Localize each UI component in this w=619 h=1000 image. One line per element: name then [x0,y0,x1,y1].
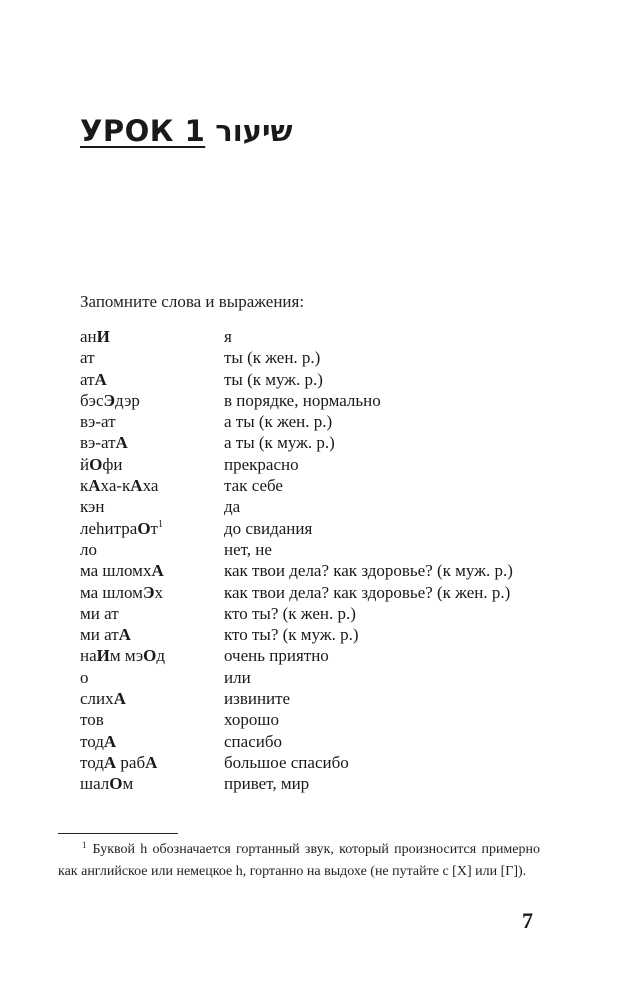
transliteration-part: тод [80,752,104,772]
transliteration [80,773,224,794]
transliteration [80,752,224,773]
translation: ты (к жен. р.) [224,348,321,368]
transliteration-part: кэн [80,497,105,517]
translation: нет, не [224,539,272,559]
vocabulary-row [80,709,560,730]
transliteration [80,496,224,517]
transliteration [80,369,224,390]
stressed-vowel: Э [142,582,155,602]
vocabulary-row [80,454,560,475]
vocabulary-row [80,731,560,752]
translation: а ты (к жен. р.) [224,412,333,432]
transliteration-part: ма шлом [80,582,143,602]
vocabulary-row [80,432,560,453]
stressed-vowel: А [103,752,117,772]
vocabulary-row [80,752,560,773]
transliteration-part: на [80,646,97,666]
transliteration-part: м [122,774,134,794]
transliteration [80,539,224,560]
translation: очень приятно [224,646,329,666]
transliteration-part: о [80,667,89,687]
transliteration-part: ми ат [80,603,119,623]
lesson-title-russian: УРОК 1 [80,114,206,148]
transliteration-part: й [80,454,90,474]
transliteration-part: т [150,518,158,538]
transliteration [80,688,224,709]
stressed-vowel: О [143,646,157,666]
transliteration [80,731,224,752]
transliteration-part: ан [80,327,97,346]
transliteration-part: ат [80,369,95,389]
footnote-divider [58,833,178,834]
lesson-title-hebrew: שיעור [215,114,293,148]
translation: да [224,497,241,517]
transliteration-part: к [80,476,89,496]
stressed-vowel: И [96,327,110,346]
stressed-vowel: А [103,731,117,751]
translation: я [224,327,232,346]
transliteration-part: тов [80,710,104,730]
stressed-vowel: А [130,476,143,496]
translation: кто ты? (к муж. р.) [224,625,359,645]
transliteration [80,390,224,411]
page-number: 7 [522,908,533,933]
transliteration-part: леhитра [80,518,138,538]
translation: до свидания [224,518,313,538]
transliteration-part: м мэ [109,646,144,666]
stressed-vowel: А [118,625,131,645]
vocabulary-row [80,347,560,368]
vocabulary-row [80,667,560,688]
translation: прекрасно [224,454,299,474]
translation: спасибо [224,731,282,751]
vocabulary-row [80,475,560,496]
stressed-vowel: А [88,476,101,496]
transliteration-part: ло [80,539,97,559]
footnote [58,839,540,882]
transliteration-part: ха-к [100,476,131,496]
transliteration [80,582,224,603]
stressed-vowel: О [137,518,151,538]
translation: привет, мир [224,774,310,794]
transliteration-part: ха [142,476,159,496]
translation: ты (к муж. р.) [224,369,323,389]
transliteration [80,411,224,432]
transliteration [80,518,224,539]
vocabulary-list [80,326,560,795]
transliteration-part: фи [102,454,123,474]
translation: хорошо [224,710,279,730]
vocabulary-row [80,688,560,709]
transliteration-part: ат [80,348,95,368]
vocabulary-row [80,582,560,603]
transliteration [80,603,224,624]
translation: в порядке, нормально [224,390,381,410]
stressed-vowel: О [109,774,123,794]
transliteration-part: вэ-ат [80,433,116,453]
translation: как твои дела? как здоровье? (к муж. р.) [224,561,513,581]
translation: а ты (к муж. р.) [224,433,335,453]
transliteration [80,624,224,645]
translation: кто ты? (к жен. р.) [224,603,356,623]
footnote-text: Буквой h обозначается гортанный звук, который произносится примерно как английское или немецкое h, гортанно на выдохе (не путайте с [Х] или [Г]). [58,842,540,879]
transliteration-part: бэс [80,390,104,410]
translation: как твои дела? как здоровье? (к жен. р.) [224,582,511,602]
transliteration-part: ма шломх [80,561,152,581]
stressed-vowel: О [89,454,103,474]
transliteration [80,475,224,496]
transliteration-part: дэр [115,390,140,410]
transliteration [80,347,224,368]
vocabulary-row [80,496,560,517]
transliteration [80,454,224,475]
transliteration-part: х [154,582,163,602]
vocabulary-row [80,624,560,645]
lesson-title [80,114,293,148]
stressed-vowel: А [94,369,107,389]
vocabulary-row [80,518,560,539]
vocabulary-row [80,603,560,624]
transliteration-part: слих [80,689,114,709]
stressed-vowel: А [151,561,164,581]
translation: большое спасибо [224,752,349,772]
translation: или [224,667,251,687]
vocabulary-row [80,539,560,560]
vocabulary-row [80,773,560,794]
transliteration [80,667,224,688]
stressed-vowel: А [145,752,158,772]
transliteration [80,560,224,581]
vocabulary-intro: Запомните слова и выражения: [80,292,305,311]
stressed-vowel: А [113,689,126,709]
vocabulary-row [80,326,560,347]
vocabulary-row [80,369,560,390]
transliteration [80,432,224,453]
translation: извините [224,689,291,709]
vocabulary-row [80,560,560,581]
vocabulary-row [80,390,560,411]
transliteration [80,326,224,347]
transliteration-part: тод [80,731,104,751]
stressed-vowel: И [96,646,110,666]
transliteration-part: д [156,646,166,666]
footnote-reference: 1 [157,518,163,530]
stressed-vowel: Э [103,390,116,410]
transliteration [80,645,224,666]
transliteration-part: ми ат [80,625,119,645]
translation: так себе [224,476,283,496]
transliteration-part: вэ-ат [80,412,116,432]
transliteration-part: шал [80,774,110,794]
stressed-vowel: А [115,433,128,453]
vocabulary-row [80,645,560,666]
footnote-marker: 1 [82,840,87,850]
transliteration-part: раб [116,752,146,772]
vocabulary-row [80,411,560,432]
transliteration [80,709,224,730]
